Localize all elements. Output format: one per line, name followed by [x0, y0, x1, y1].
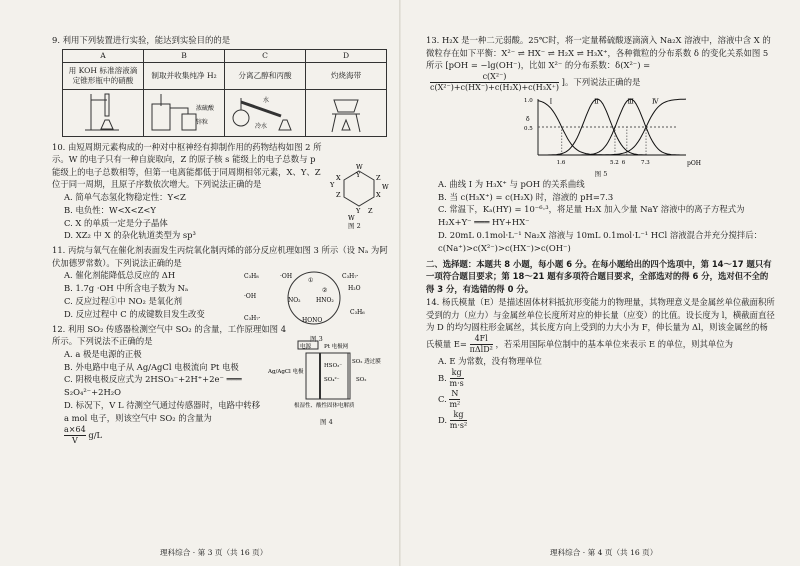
q14-option-b-den: m·s — [449, 378, 464, 388]
x-tick-label: 6 — [621, 159, 626, 166]
curve-label-3: Ⅲ — [627, 97, 634, 106]
q12-stem: 12. 利用 SO₂ 传感器检测空气中 SO₂ 的含量，工作原理如图 4 所示。下列说法不正确的是 — [52, 323, 287, 347]
hso3-label: HSO₃⁻ — [324, 362, 343, 369]
q11-figure-caption: 图 3 — [310, 335, 323, 344]
x-tick-label: 5.2 — [609, 159, 619, 166]
zinc-label: 锌粒 — [196, 118, 209, 126]
titration-apparatus-drawing — [63, 90, 143, 134]
q13-distribution-chart — [516, 93, 701, 169]
q13-stem-1: 13. H₂X 是一种二元弱酸。25℃时，将一定量稀硫酸逐滴滴入 Na₂X 溶液中，溶液中含 X 的微粒存在如下平衡：X²⁻ ⇌ HX⁻ ⇌ H₂X ⇌ H₃X⁺，各种微粒的分布系数 δ 的变化关系如图 5 所示 [pOH = −lg(OH⁻)，比如 X²⁻ 的分布系数：δ(X²⁻) = — [426, 35, 771, 71]
q10-option-c: C. X 的单质一定是分子晶体 — [64, 217, 168, 228]
mech-oh-1: ·OH — [280, 273, 293, 281]
crucible-drawing — [306, 90, 386, 134]
q9-header-b: B — [144, 49, 225, 62]
x-axis-label: pOH — [687, 159, 701, 167]
q13-fraction-line — [426, 72, 776, 93]
q10-option-d: D. XZ₂ 中 X 的杂化轨道类型为 sp³ — [64, 230, 196, 241]
q10-structure-figure — [328, 157, 390, 221]
q14-option-c-den: m² — [449, 399, 461, 409]
q14-option-d — [426, 410, 776, 431]
q13-fraction-numerator: c(X²⁻) — [430, 72, 559, 83]
atom-w-top: W — [356, 162, 363, 171]
q13-fraction — [430, 72, 559, 93]
q9-label-b: 制取并收集纯净 H₂ — [144, 62, 225, 89]
q9-label-a: 用 KOH 标准溶液滴定锥形瓶中的硝酸 — [63, 62, 144, 89]
mech-step-1: ① — [308, 277, 314, 285]
so2-label: SO₂ — [356, 376, 367, 383]
mech-c3h7-1: C₃H₇· — [342, 273, 359, 281]
section-2-title: 二、选择题：本题共 8 小题，每小题 6 分。在每小题给出的四个选项中，第 14～17 题只有一项符合题目要求；第 18～21 题有多项符合题目要求，全部选对的得 6 分，选对但不全的得 3 分，有选错的得 0 分。 — [426, 258, 772, 295]
q14-option-c-fraction — [449, 389, 460, 410]
q14-stem-1: 14. 杨氏模量（E）是描述固体材料抵抗形变能力的物理量，其物理意义是金属丝单位截面积所受到的力（应力）与金属丝单位长度所对应的伸长量（应变）的比值。设长度为 l，横截面直径为 D 的均匀圆柱形金属丝，其长度方向上受到的力大小为 F，伸长量为 Δl，则该金属丝的杨氏模量 E= — [426, 296, 775, 349]
mech-c3h6: C₃H₆ — [350, 309, 365, 317]
q14-stem-2: ，若采用国际单位制中的基本单位来表示 E 的单位，则其单位为 — [495, 338, 734, 349]
atom-w-bottom: W — [348, 213, 355, 222]
q14-formula — [470, 334, 493, 355]
q12-d-numerator: a×64 — [64, 424, 86, 434]
q9-header-c: C — [225, 49, 306, 62]
q14-option-a: A. E 为常数，没有物理单位 — [438, 355, 542, 366]
q9-figure-d — [306, 89, 387, 136]
left-page-footer: 理科综合 · 第 3 页（共 16 页） — [160, 548, 268, 557]
atom-w-right: W — [382, 182, 389, 191]
atom-x-right: X — [376, 190, 381, 199]
right-page — [400, 0, 800, 566]
q14-option-b — [426, 368, 776, 389]
atom-y-bottom: Y — [356, 206, 361, 215]
q12-sensor-figure — [268, 337, 388, 415]
so4-label: SO₄²⁻ — [324, 376, 340, 383]
y-tick-label: 1.0 — [524, 97, 533, 104]
distillation-drawing — [225, 90, 305, 134]
curve-label-4: Ⅳ — [652, 97, 659, 106]
q11-option-b: B. 1.7g ·OH 中所含电子数为 Nₐ — [64, 283, 189, 294]
q12-option-b: B. 外电路中电子从 Ag/AgCl 电极流向 Pt 电极 — [64, 361, 239, 372]
electrolyte-label: 根湿性、酸性固体电解质 — [294, 402, 355, 409]
hydrogen-generation-drawing — [144, 90, 224, 134]
q13-stem-2: ]。下列说法正确的是 — [561, 76, 641, 87]
curve-label-1: Ⅰ — [549, 97, 553, 106]
q14-option-c-num: N — [451, 388, 459, 398]
mech-hno2: HNO₂ — [316, 297, 334, 305]
q9-label-c: 分离乙醇和丙酸 — [225, 62, 306, 89]
q9-figure-c — [225, 89, 306, 136]
power-source-label: 电源 — [300, 343, 312, 350]
curve-label-2: Ⅱ — [594, 97, 599, 106]
mech-oh-2: ·OH — [244, 293, 257, 301]
ag-agcl-electrode-label: Ag/AgCl 电极 — [268, 368, 304, 375]
cold-water-label: 冷水 — [255, 122, 268, 130]
q13-option-b: B. 当 c(H₃X⁺) = c(H₂X) 时，溶液的 pH=7.3 — [438, 191, 614, 202]
so2-membrane-label: SO₂ 透过膜 — [352, 358, 381, 365]
q14-option-d-fraction — [450, 410, 467, 431]
q9-apparatus-table — [62, 49, 387, 137]
sulfuric-acid-label: 浓硫酸 — [196, 104, 215, 112]
water-label: 水 — [263, 96, 270, 104]
pt-electrode-label: Pt 电极网 — [324, 343, 349, 350]
q12-figure-caption: 图 4 — [320, 417, 333, 426]
q11-option-c: C. 反应过程①中 NO₂ 是氧化剂 — [64, 295, 183, 306]
q11-stem: 11. 丙烷与氧气在催化剂表面发生丙烷氧化制丙烯的部分反应机理如图 3 所示（设 Nₐ 为阿伏加德罗常数）。下列说法正确的是 — [52, 245, 388, 268]
right-page-footer: 理科综合 · 第 4 页（共 16 页） — [550, 548, 658, 557]
x-tick-label: 1.6 — [556, 159, 566, 166]
q13-option-d: D. 20mL 0.1mol·L⁻¹ Na₂X 溶液与 10mL 0.1mol·L⁻¹ HCl 溶液混合并充分搅拌后：c(Na⁺)>c(X²⁻)>c(HX⁻)>c(OH⁻) — [438, 229, 762, 253]
q14-stem — [426, 296, 776, 355]
q14-option-c-label: C. — [438, 393, 447, 404]
mech-hono: HONO — [302, 317, 323, 325]
q14-option-c — [426, 389, 776, 410]
q14-option-b-fraction — [450, 368, 464, 389]
q9-label-d: 灼烧海带 — [306, 62, 387, 89]
mech-no2: NO₂ — [288, 297, 301, 305]
q14-option-d-num: kg — [450, 410, 467, 421]
q12-d-unit: g/L — [88, 429, 103, 440]
q13-option-c: C. 常温下，Kₐ(HY) = 10⁻⁶·³，将足量 H₂X 加入少量 NaY 溶液中的离子方程式为 H₂X+Y⁻ ═══ HY+HX⁻ — [438, 204, 745, 228]
atom-z-right-top: Z — [376, 173, 381, 182]
q12-option-d: D. 标况下，V L 待测空气通过传感器时，电路中转移 a mol 电子，则该空气中 SO₂ 的含量为 — [64, 399, 261, 423]
q14-formula-numerator: 4Fl — [470, 334, 493, 345]
q14-option-b-num: kg — [450, 368, 464, 379]
q12-d-fraction — [64, 425, 86, 446]
mech-c3h8: C₃H₈ — [244, 273, 259, 281]
q11-option-a: A. 催化剂能降低总反应的 ΔH — [64, 270, 176, 281]
y-tick-label: 0.5 — [524, 125, 533, 132]
q11-option-d: D. 反应过程中 C 的成键数目发生改变 — [64, 308, 205, 319]
mech-h2o: H₂O — [348, 285, 361, 293]
q9-figure-a — [63, 89, 144, 136]
q10-option-b: B. 电负性：W<X<Z<Y — [64, 204, 156, 215]
q10-stem: 10. 由短周期元素构成的一种对中枢神经有抑制作用的药物结构如图 2 所示。W 的电子只有一种自旋取向，Z 的原子核 s 能级上的电子总数与 p 能级上的电子总数相等，但第一电离能都低于同周期相邻元素，X、Y、Z 位于同一周期，且原子序数依次增大。下列说法正确的是 — [52, 141, 322, 190]
atom-z-left: Z — [336, 190, 341, 199]
q12-d-denominator: V — [71, 435, 78, 445]
mech-c3h7-2: C₃H₇· — [244, 315, 261, 323]
q10-option-a: A. 简单气态氢化物稳定性：Y<Z — [64, 191, 186, 202]
q13-fraction-denominator: c(X²⁻)+c(HX⁻)+c(H₂X)+c(H₃X⁺) — [430, 82, 559, 92]
y-axis-label: δ — [526, 115, 530, 123]
q12-option-d-value — [52, 425, 386, 446]
q14-formula-denominator: πΔlD² — [469, 344, 493, 354]
mech-step-2: ② — [322, 287, 328, 295]
q9-figure-b — [144, 89, 225, 136]
q12-option-a: A. a 极是电源的正极 — [64, 348, 142, 359]
q13-figure-caption: 图 5 — [594, 169, 608, 178]
q9-stem: 9. 利用下列装置进行实验，能达到实验目的的是 — [52, 35, 231, 45]
q12-option-c: C. 阴极电极反应式为 2HSO₃⁻+2H⁺+2e⁻ ═══ S₂O₄²⁻+2H₂O — [64, 374, 242, 398]
q9-header-a: A — [63, 49, 144, 62]
atom-x-left: X — [336, 173, 341, 182]
q14-option-b-label: B. — [438, 372, 447, 383]
q14-option-d-label: D. — [438, 414, 448, 425]
q13-option-a: A. 曲线 Ⅰ 为 H₃X⁺ 与 pOH 的关系曲线 — [438, 178, 585, 189]
atom-y-left: Y — [330, 180, 335, 189]
q10-figure-caption: 图 2 — [348, 221, 361, 230]
q14-option-d-den: m·s² — [449, 420, 468, 430]
curve-1 — [538, 100, 686, 154]
atom-y-top: Y — [356, 170, 361, 179]
q9-header-d: D — [306, 49, 387, 62]
atom-z-bottom: Z — [368, 206, 373, 215]
x-tick-label: 7.3 — [641, 159, 650, 166]
